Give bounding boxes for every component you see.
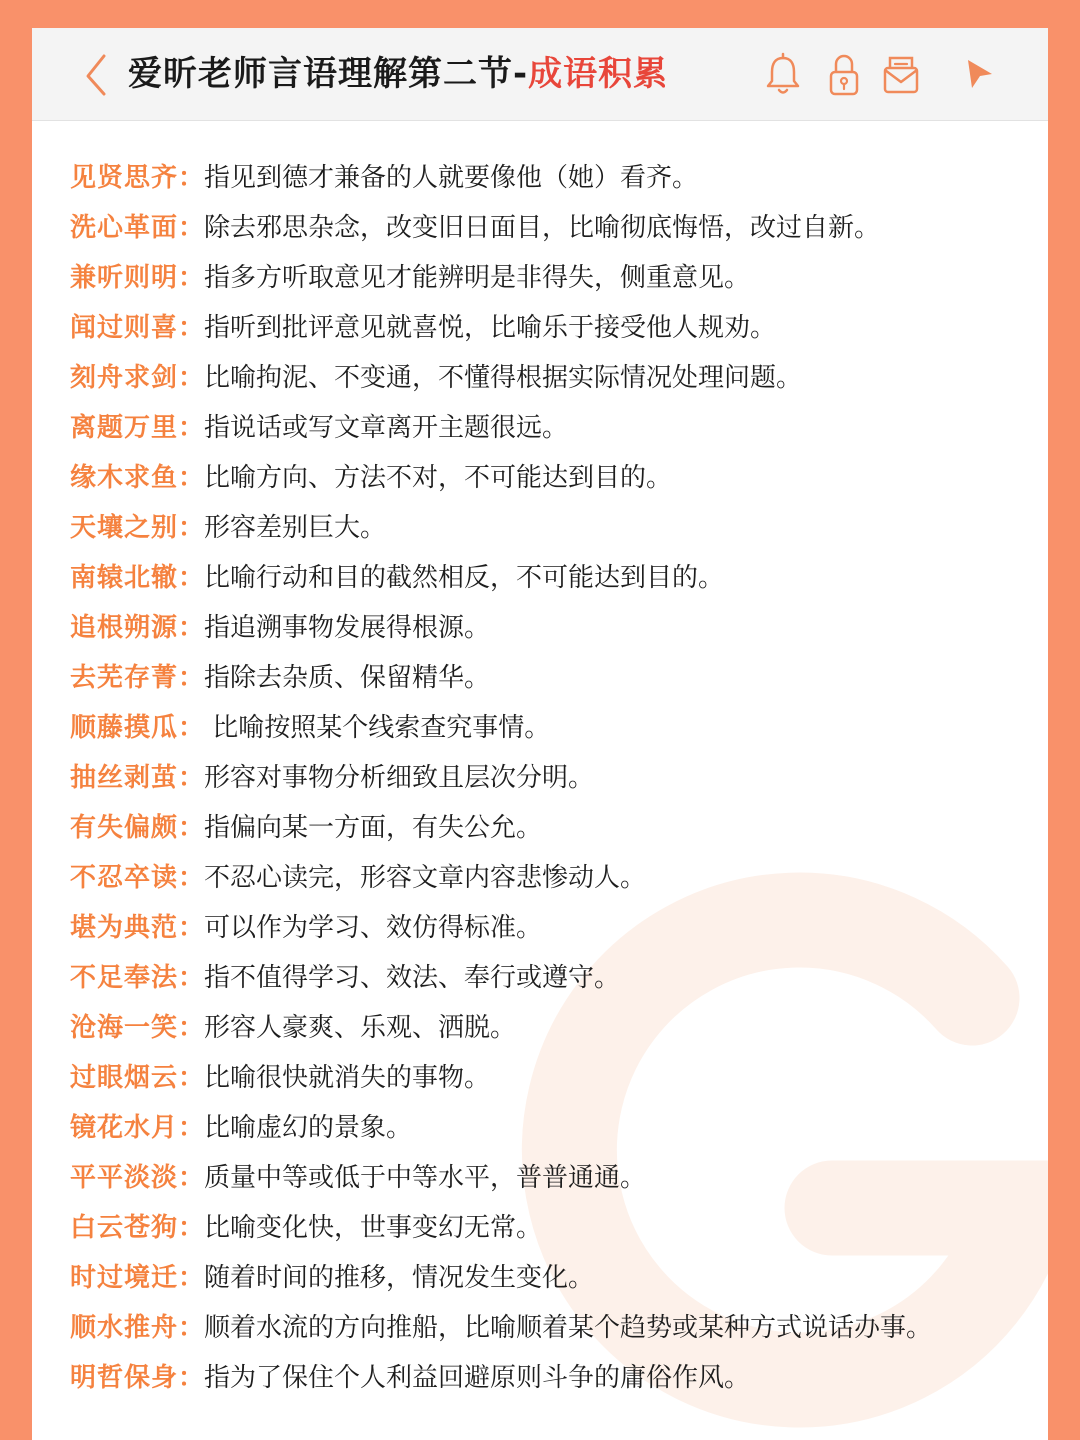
list-item	[70, 856, 1040, 906]
idiom-term: 闻过则喜	[70, 313, 179, 343]
list-item	[70, 1356, 1040, 1406]
list-item	[70, 256, 1040, 306]
idiom-term: 追根朔源	[70, 613, 179, 643]
idiom-colon: ：	[178, 713, 205, 743]
idiom-definition: 比喻很快就消失的事物。	[204, 1063, 491, 1093]
list-item	[70, 1106, 1040, 1156]
idiom-definition: 比喻方向、方法不对，不可能达到目的。	[204, 463, 673, 493]
idiom-colon: ：	[178, 863, 205, 893]
idiom-colon: ：	[178, 1163, 205, 1193]
idiom-definition: 除去邪思杂念，改变旧日面目，比喻彻底悔悟，改过自新。	[204, 213, 881, 243]
list-item	[70, 756, 1040, 806]
idiom-colon: ：	[178, 363, 205, 393]
back-chevron-icon[interactable]	[78, 50, 118, 98]
idiom-definition: 指听到批评意见就喜悦，比喻乐于接受他人规劝。	[204, 313, 777, 343]
idiom-term: 洗心革面	[70, 213, 179, 243]
idiom-term: 见贤思齐	[70, 163, 179, 193]
idiom-term: 白云苍狗	[70, 1213, 179, 1243]
idiom-colon: ：	[178, 1113, 205, 1143]
idiom-colon: ：	[178, 213, 205, 243]
idiom-definition: 不忍心读完，形容文章内容悲惨动人。	[204, 863, 647, 893]
idiom-term: 堪为典范	[70, 913, 179, 943]
header-bar	[32, 28, 1048, 121]
list-item	[70, 906, 1040, 956]
page-title	[128, 48, 668, 100]
idiom-definition: 质量中等或低于中等水平，普普通通。	[204, 1163, 647, 1193]
list-item	[70, 806, 1040, 856]
idiom-definition: 指多方听取意见才能辨明是非得失，侧重意见。	[204, 263, 751, 293]
idiom-definition: 指追溯事物发展得根源。	[204, 613, 491, 643]
idiom-colon: ：	[178, 1363, 205, 1393]
list-item	[70, 956, 1040, 1006]
idiom-colon: ：	[178, 463, 205, 493]
list-item	[70, 1056, 1040, 1106]
list-item	[70, 306, 1040, 356]
idiom-definition: 比喻虚幻的景象。	[204, 1113, 413, 1143]
idiom-colon: ：	[178, 913, 205, 943]
idiom-definition: 比喻行动和目的截然相反，不可能达到目的。	[204, 563, 725, 593]
idiom-term: 沧海一笑	[70, 1013, 179, 1043]
idiom-definition: 可以作为学习、效仿得标准。	[204, 913, 543, 943]
idiom-term: 抽丝剥茧	[70, 763, 179, 793]
idiom-colon: ：	[178, 313, 205, 343]
idiom-colon: ：	[178, 1063, 205, 1093]
idiom-term: 刻舟求剑	[70, 363, 179, 393]
list-item	[70, 456, 1040, 506]
list-item	[70, 506, 1040, 556]
idiom-colon: ：	[178, 413, 205, 443]
list-item	[70, 706, 1040, 756]
idiom-colon: ：	[178, 1313, 205, 1343]
idiom-definition: 指说话或写文章离开主题很远。	[204, 413, 569, 443]
list-item	[70, 1156, 1040, 1206]
idiom-term: 顺水推舟	[70, 1313, 179, 1343]
list-item	[70, 656, 1040, 706]
idiom-definition: 指见到德才兼备的人就要像他（她）看齐。	[204, 163, 699, 193]
idiom-term: 有失偏颇	[70, 813, 179, 843]
idiom-term: 缘木求鱼	[70, 463, 179, 493]
list-item	[70, 556, 1040, 606]
idiom-term: 不足奉法	[70, 963, 179, 993]
list-item	[70, 1006, 1040, 1056]
list-item	[70, 1256, 1040, 1306]
idiom-definition: 指除去杂质、保留精华。	[204, 663, 491, 693]
list-item	[70, 1306, 1040, 1356]
idiom-term: 平平淡淡	[70, 1163, 179, 1193]
idiom-term: 过眼烟云	[70, 1063, 179, 1093]
idiom-term: 不忍卒读	[70, 863, 179, 893]
idiom-list	[70, 156, 1040, 1406]
bell-icon[interactable]	[763, 50, 803, 98]
idiom-colon: ：	[178, 1213, 205, 1243]
idiom-colon: ：	[178, 613, 205, 643]
idiom-definition: 形容对事物分析细致且层次分明。	[204, 763, 595, 793]
idiom-definition: 随着时间的推移，情况发生变化。	[204, 1263, 595, 1293]
title-highlight: 成语积累	[528, 54, 669, 94]
idiom-colon: ：	[178, 1263, 205, 1293]
list-item	[70, 606, 1040, 656]
idiom-colon: ：	[178, 763, 205, 793]
idiom-definition: 指为了保住个人利益回避原则斗争的庸俗作风。	[204, 1363, 751, 1393]
list-item	[70, 156, 1040, 206]
title-main: 爱昕老师言语理解第二节-	[128, 54, 529, 94]
idiom-colon: ：	[178, 1013, 205, 1043]
idiom-term: 明哲保身	[70, 1363, 179, 1393]
idiom-colon: ：	[178, 163, 205, 193]
idiom-term: 南辕北辙	[70, 563, 179, 593]
idiom-definition: 指偏向某一方面，有失公允。	[204, 813, 543, 843]
idiom-term: 天壤之别	[70, 513, 179, 543]
list-item	[70, 206, 1040, 256]
idiom-definition: 比喻按照某个线索查究事情。	[204, 713, 551, 743]
idiom-definition: 形容差别巨大。	[204, 513, 387, 543]
idiom-term: 兼听则明	[70, 263, 179, 293]
idiom-definition: 形容人豪爽、乐观、洒脱。	[204, 1013, 517, 1043]
idiom-term: 离题万里	[70, 413, 179, 443]
send-arrow-icon[interactable]	[960, 50, 1000, 98]
idiom-term: 顺藤摸瓜	[70, 713, 179, 743]
list-item	[70, 1206, 1040, 1256]
list-item	[70, 406, 1040, 456]
content-card	[32, 28, 1048, 1440]
idiom-colon: ：	[178, 963, 205, 993]
idiom-term: 镜花水月	[70, 1113, 179, 1143]
idiom-term: 时过境迁	[70, 1263, 179, 1293]
idiom-definition: 顺着水流的方向推船，比喻顺着某个趋势或某种方式说话办事。	[204, 1313, 933, 1343]
idiom-colon: ：	[178, 563, 205, 593]
envelope-icon[interactable]	[881, 50, 921, 98]
idiom-colon: ：	[178, 263, 205, 293]
idiom-colon: ：	[178, 513, 205, 543]
idiom-colon: ：	[178, 663, 205, 693]
lock-icon[interactable]	[824, 50, 864, 98]
idiom-term: 去芜存菁	[70, 663, 179, 693]
list-item	[70, 356, 1040, 406]
idiom-definition: 指不值得学习、效法、奉行或遵守。	[204, 963, 621, 993]
idiom-colon: ：	[178, 813, 205, 843]
idiom-definition: 比喻拘泥、不变通，不懂得根据实际情况处理问题。	[204, 363, 803, 393]
idiom-definition: 比喻变化快，世事变幻无常。	[204, 1213, 543, 1243]
